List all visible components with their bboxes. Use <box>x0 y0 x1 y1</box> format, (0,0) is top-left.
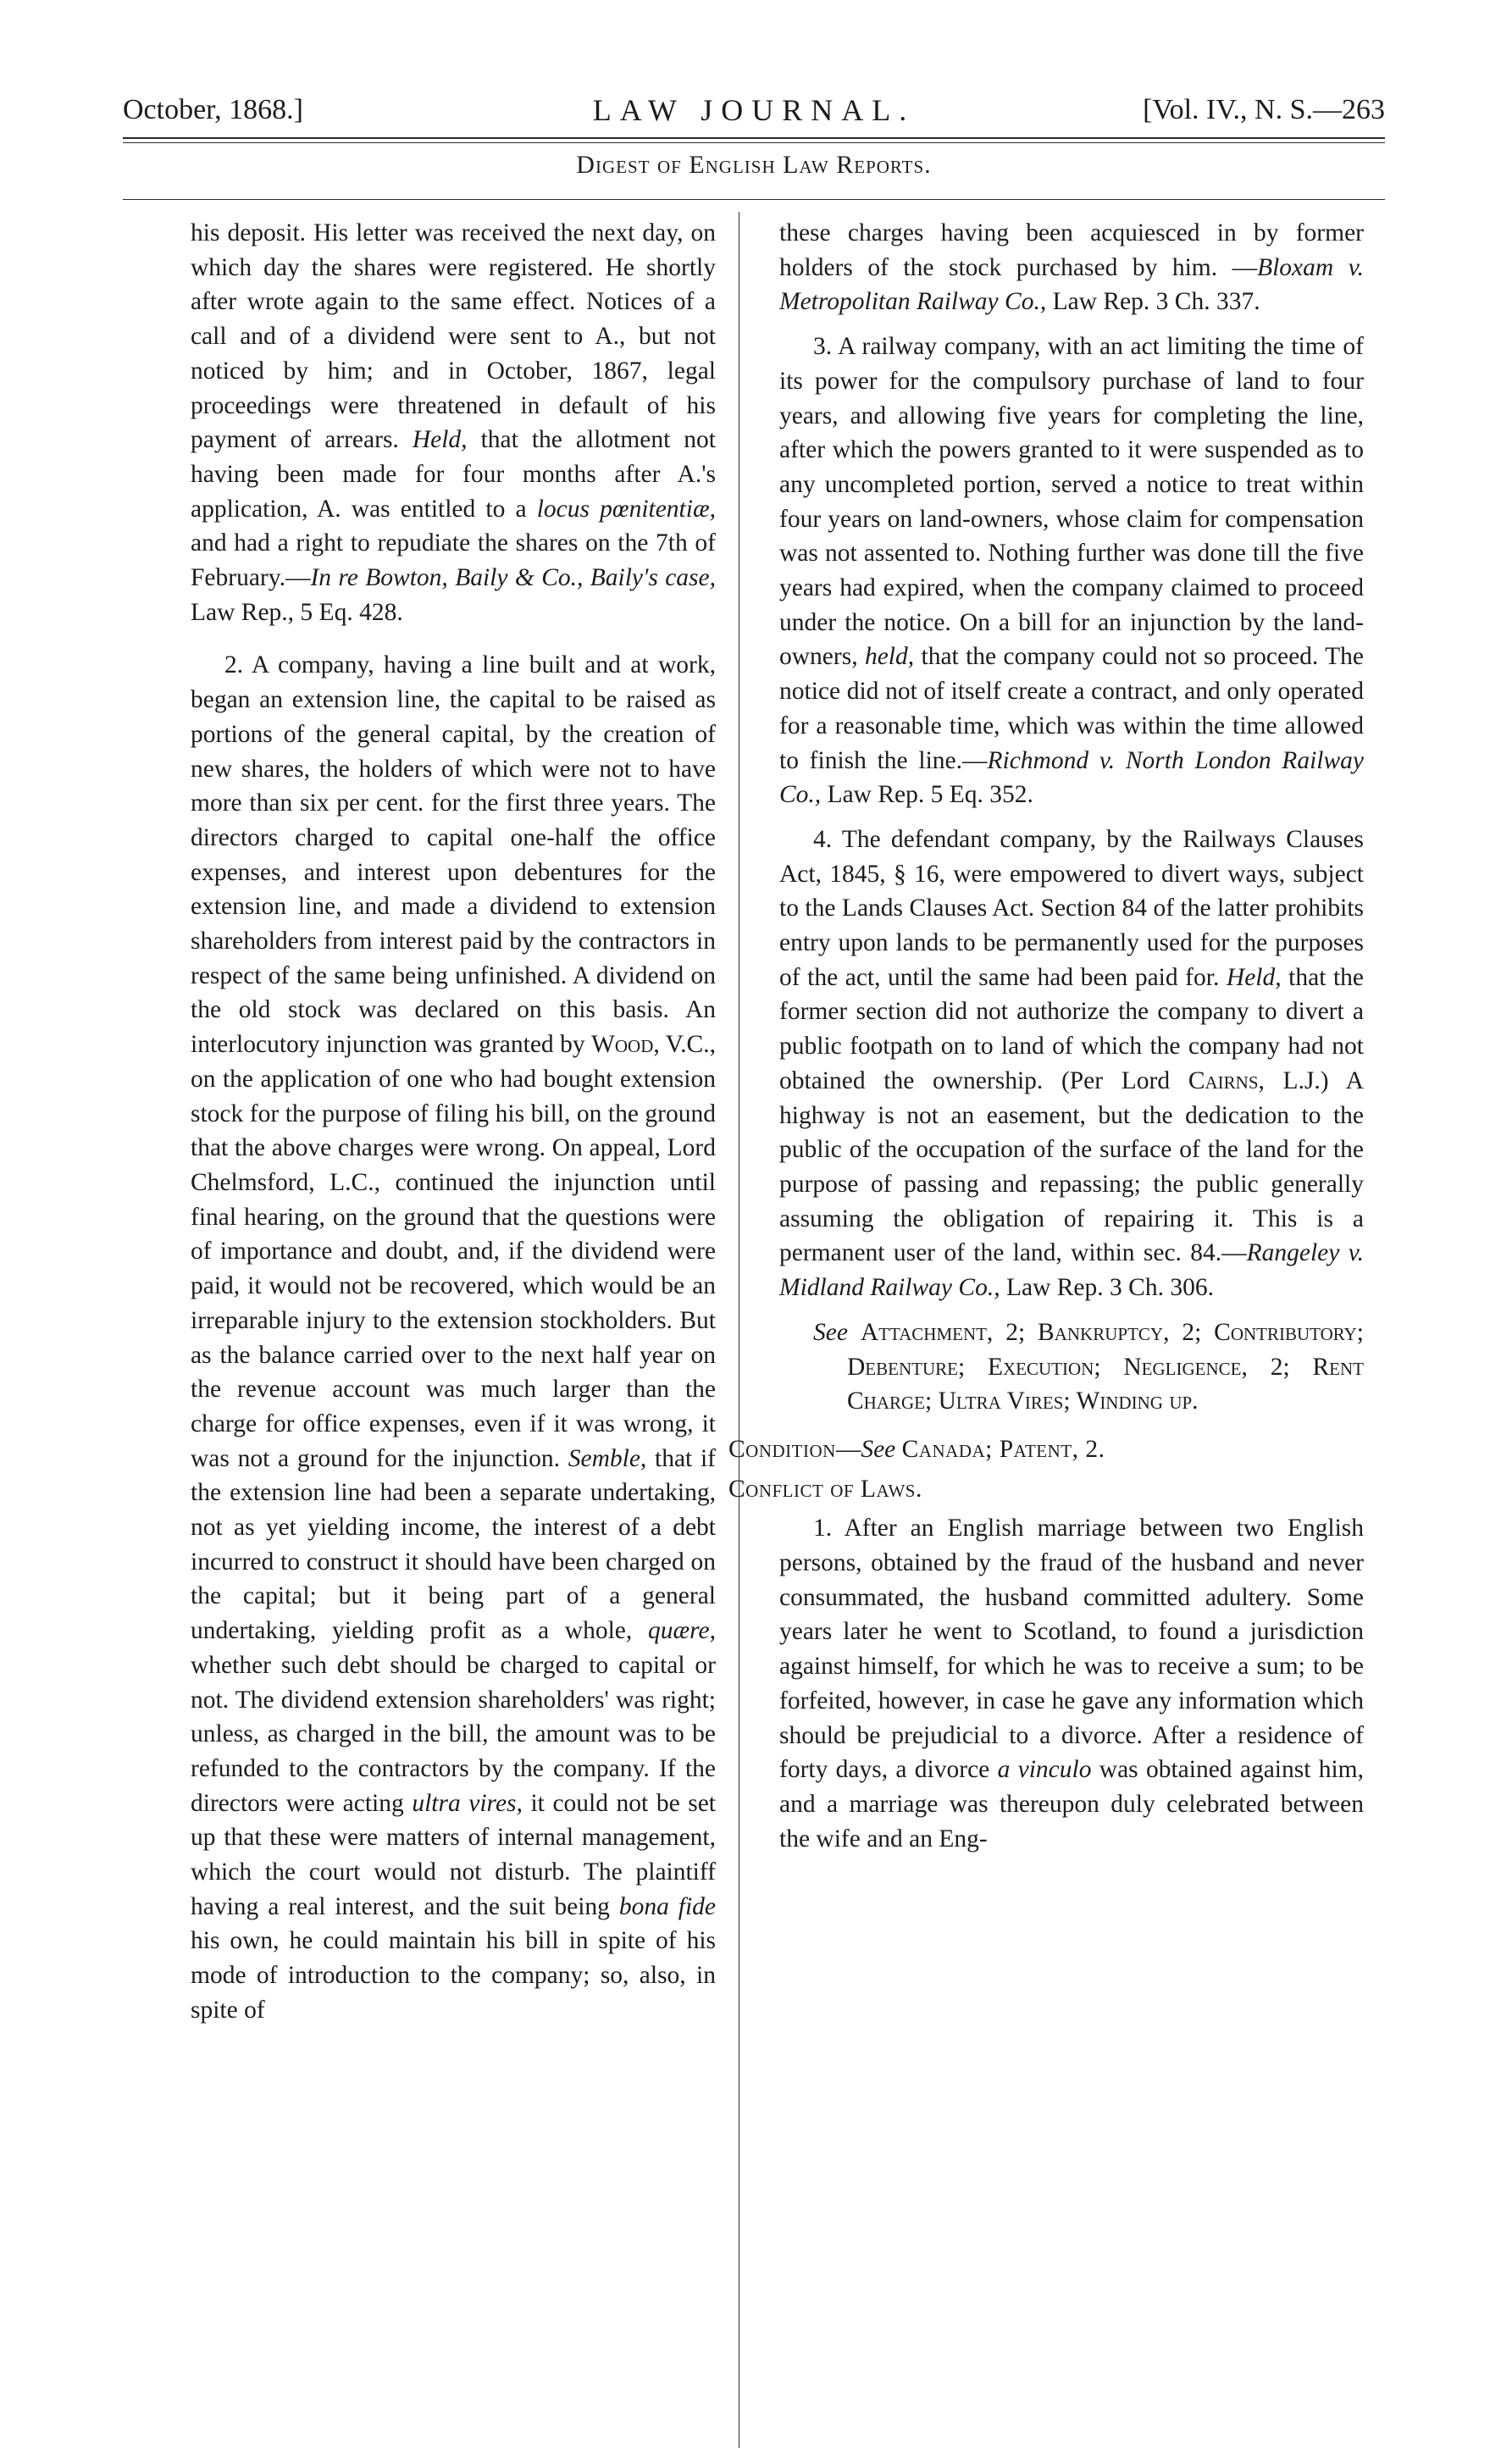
section-rule <box>123 199 1385 200</box>
text: it could not be set up that these were matters of internal management, which the court would not disturb. The plaintiff having a real interest, and the suit being <box>191 1789 717 1920</box>
text: was obtained against him, and a marriage was thereupon duly celebrated between the wife and an Eng- <box>779 1756 1364 1853</box>
entry-heading: Condition <box>728 1435 836 1463</box>
text: these charges having been acquiesced in by former holders of the stock purchased by him. — <box>779 219 1364 281</box>
see-label: See <box>861 1435 896 1463</box>
case-citation: Rangeley v. Midland Railway Co., <box>779 1239 1364 1302</box>
text: 1. After an English marriage between two English persons, obtained by the fraud of the husband and never consummated, the husband committed adultery. Some years later he went to Scotland, to found a jurisdiction against himself, for which he was to receive a sum; to be forfeited, however, in case he gave any information which should be prejudicial to a divorce. After a residence of forty days, a divorce <box>779 1515 1364 1784</box>
report-reference: Law Rep. 3 Ch. 337. <box>1046 288 1260 316</box>
entry-conflict-of-laws <box>728 1472 1364 1507</box>
text: 4. The defendant company, by the Railways Clauses Act, 1845, § 16, were empowered to divert ways, subject to the Lands Clauses Act. Section 84 of the latter prohibits entry upon lands to be permanently used for the purposes of the act, until the same had been paid for. <box>779 825 1364 991</box>
report-reference: Law Rep. 5 Eq. 352. <box>821 781 1033 809</box>
held: Held, <box>1226 963 1282 991</box>
section-title: Digest of English Law Reports. <box>576 151 932 179</box>
latin-term: locus pœnitentiæ, <box>536 495 716 523</box>
paragraph-extension-line <box>191 648 716 2027</box>
latin-term: bona fide <box>618 1892 716 1920</box>
text: his deposit. His letter was received the next day, on which day the shares were registered. He shortly after wrote again to the same effect. Notices of a call and of a dividend were sent to A., but not noticed by him; and in October, 1867, legal proceedings were threatened in default of his payment of arrears. <box>191 219 716 454</box>
held: Held, <box>412 426 468 454</box>
issue-date: October, 1868.] <box>123 94 303 125</box>
right-column <box>728 216 1365 1866</box>
text: whether such debt should be charged to capital or not. The dividend extension shareholders' was right; unless, as charged in the bill, the amount was to be refunded to the contractors by the company. If the directors were acting <box>191 1651 716 1817</box>
text: , L.J.) A highway is not an easement, but the dedication to the public of the occupation of the surface of the land for the purpose of passing and repassing; the public generally assuming the obligation of repairing it. This is a permanent user of the land, within sec. 84.— <box>779 1066 1364 1267</box>
report-reference: Law Rep. 3 Ch. 306. <box>1000 1274 1214 1302</box>
text: , V.C., on the application of one who had bought extension stock for the purpose of filing his bill, on the ground that the above charges were wrong. On appeal, Lord Chelmsford, L.C., continued the injunction until final hearing, on the ground that the questions were of importance and doubt, and, if the dividend were paid, it would not be recovered, which would be an irreparable injury to the extension stockholders. But as the balance carried over to the next half year on the revenue account was much larger than the charge for office expenses, even if it was wrong, it was not a ground for the injunction. <box>191 1031 716 1472</box>
text: that if the extension line had been a separate undertaking, not as yet yielding income, the interest of a debt incurred to construct it should have been charged on the capital; but it being part of a general undertaking, yielding profit as a whole, <box>191 1444 716 1645</box>
case-citation: Richmond v. North London Railway Co., <box>779 746 1364 809</box>
case-citation: In re Bowton, Baily & Co., Baily's case, <box>310 564 716 592</box>
latin-term: a vinculo <box>997 1756 1092 1784</box>
see-label: See <box>813 1318 848 1346</box>
text: that the allotment not having been made for four months after A.'s application, A. was entitled to a <box>191 426 717 523</box>
see-also-references <box>813 1315 1364 1419</box>
cross-references: Attachment, 2; Bankruptcy, 2; Contributory; Debenture; Execution; Negligence, 2; Rent Charge; Ultra Vires; Winding up. <box>847 1318 1364 1415</box>
paragraph-rangeley <box>779 822 1364 1305</box>
entry-condition <box>728 1432 1364 1467</box>
text: his own, he could maintain his bill in spite of his mode of introduction to the company; so, also, in spite of <box>191 1927 716 2024</box>
paragraph-conflict-1 <box>779 1511 1364 1856</box>
latin-term: ultra vires, <box>412 1789 523 1817</box>
volume-page: [Vol. IV., N. S.—263 <box>1143 94 1385 125</box>
quaere: quære, <box>647 1617 716 1645</box>
judge-name: Wood <box>591 1031 654 1059</box>
paragraph-richmond <box>779 330 1364 812</box>
left-column <box>191 216 716 2038</box>
cross-references: Canada; Patent, 2. <box>901 1435 1105 1463</box>
semble: Semble, <box>568 1444 647 1472</box>
report-reference: Law Rep., 5 Eq. 428. <box>191 598 403 626</box>
held: held, <box>864 643 915 671</box>
text: 2. A company, having a line built and at work, began an extension line, the capital to be raised as portions of the general capital, by the creation of new shares, the holders of which were not to have more than six per cent. for the first three years. The directors charged to capital one-half the office expenses, and interest upon debentures for the extension line, and made a dividend to extension shareholders from interest paid by the contractors in respect of the same being unfinished. A dividend on the old stock was declared on this basis. An interlocutory injunction was granted by <box>191 651 716 1059</box>
paragraph-bloxam <box>779 216 1364 319</box>
journal-title: LAW JOURNAL. <box>592 93 916 127</box>
dash: — <box>835 1435 861 1463</box>
running-head <box>123 85 1385 136</box>
judge-name: Cairns <box>1188 1066 1259 1094</box>
paragraph-baily-case <box>191 216 716 629</box>
entry-heading: Conflict of Laws. <box>728 1475 922 1503</box>
text: that the company could not so proceed. The notice did not of itself create a contract, and only operated for a reasonable time, which was within the time allowed to finish the line.— <box>779 643 1365 774</box>
header-rule <box>123 137 1385 139</box>
text: and had a right to repudiate the shares on the 7th of February.— <box>191 529 716 592</box>
case-citation: Bloxam v. Metropolitan Railway Co., <box>779 253 1364 316</box>
text: 3. A railway company, with an act limiting the time of its power for the compulsory purchase of land to four years, and allowing five years for completing the line, after which the powers granted to it were suspended as to any uncompleted portion, served a notice to treat within four years on land-owners, whose claim for compensation was not assented to. Nothing further was done till the five years had expired, when the company claimed to proceed under the notice. On a bill for an injunction by the land-owners, <box>779 333 1364 671</box>
text: that the former section did not authorize the company to divert a public footpath on to land of which the company had not obtained the ownership. (Per Lord <box>779 963 1364 1094</box>
header-rule-thin <box>123 142 1385 143</box>
